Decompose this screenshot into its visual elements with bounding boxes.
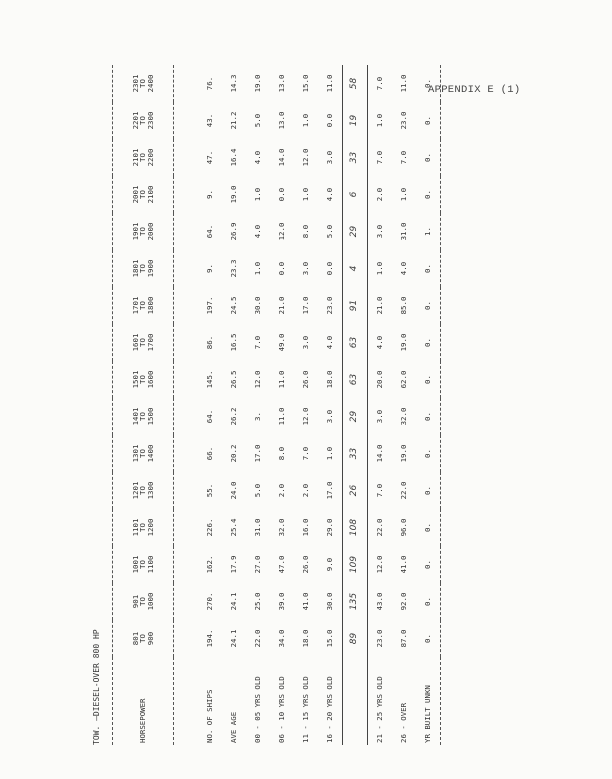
- table-cell: 24.1: [229, 592, 239, 611]
- table-cell: 30.0: [325, 592, 335, 611]
- table-cell: 135: [343, 583, 368, 620]
- column-header: [113, 213, 174, 250]
- column-header-part: 2001: [130, 185, 140, 204]
- table-cell: 270.: [205, 592, 215, 611]
- column-header-part: TO: [138, 486, 148, 495]
- table-cell: 87.0: [399, 629, 409, 648]
- column-header-part: 1501: [130, 370, 140, 389]
- table-cell: 17.0: [301, 296, 311, 315]
- table-cell: 7.0: [253, 335, 263, 350]
- table-cell: 4.0: [399, 261, 409, 276]
- table-cell: 31.0: [399, 222, 409, 241]
- column-header: [113, 620, 174, 657]
- table-cell: 47.: [205, 150, 215, 165]
- table-cell: 0.: [423, 79, 433, 88]
- table-cell: 26.0: [301, 555, 311, 574]
- column-header-part: TO: [138, 79, 148, 88]
- table-cell: 24.5: [229, 296, 239, 315]
- column-header: [113, 435, 174, 472]
- column-header-part: 2200: [145, 148, 155, 167]
- column-header-part: 1300: [145, 481, 155, 500]
- table-cell: 29: [343, 398, 368, 435]
- column-header: [113, 176, 174, 213]
- table-cell: 19.0: [229, 185, 239, 204]
- table-cell: 145.: [205, 370, 215, 389]
- table-cell: 23.0: [325, 296, 335, 315]
- column-header-part: 901: [130, 594, 140, 609]
- table-cell: 3.0: [301, 335, 311, 350]
- table-cell: 24.1: [229, 629, 239, 648]
- table-cell: 2.0: [277, 483, 287, 498]
- table-cell: 27.0: [253, 555, 263, 574]
- table-cell: 0.: [423, 486, 433, 495]
- table-cell: 109: [343, 546, 368, 583]
- column-header-part: 2400: [145, 74, 155, 93]
- table-cell: 55.: [205, 483, 215, 498]
- row-label: AVE AGE: [229, 711, 239, 743]
- table-cell: 11.0: [277, 407, 287, 426]
- table-cell: 14.0: [375, 444, 385, 463]
- table-cell: 21.0: [375, 296, 385, 315]
- table-cell: 4.0: [375, 335, 385, 350]
- table-cell: 29: [343, 213, 368, 250]
- table-title: TOW. –DIESEL-OVER 800 HP: [92, 629, 101, 745]
- table-cell: 194.: [205, 629, 215, 648]
- table-cell: 0.: [423, 338, 433, 347]
- table-cell: 0.: [423, 190, 433, 199]
- column-header-part: TO: [138, 560, 148, 569]
- table-cell: 31.0: [253, 518, 263, 537]
- table-cell: 3.0: [375, 224, 385, 239]
- table-cell: 1.: [423, 227, 433, 236]
- column-header-part: 2300: [145, 111, 155, 130]
- handwritten-total-row: [343, 65, 368, 745]
- column-header-part: 1800: [145, 296, 155, 315]
- column-header-part: TO: [138, 634, 148, 643]
- table-cell: 3.0: [375, 409, 385, 424]
- table-cell: 19.0: [399, 333, 409, 352]
- table-cell: 0.: [423, 449, 433, 458]
- table-cell: 41.0: [399, 555, 409, 574]
- table-cell: 0.: [423, 560, 433, 569]
- table-cell: 18.0: [325, 370, 335, 389]
- table-cell: 30.0: [253, 296, 263, 315]
- column-header-part: 1001: [130, 555, 140, 574]
- table-cell: 17.0: [253, 444, 263, 463]
- table-cell: 3.0: [325, 409, 335, 424]
- table-cell: 34.0: [277, 629, 287, 648]
- table-cell: 12.0: [301, 148, 311, 167]
- column-header-part: TO: [138, 338, 148, 347]
- table-cell: 85.0: [399, 296, 409, 315]
- row-label: 00 - 05 YRS OLD: [253, 676, 263, 743]
- header-row: [113, 65, 174, 745]
- table-cell: 9.: [205, 264, 215, 273]
- table-cell: 2.0: [375, 187, 385, 202]
- row-label: 16 - 20 YRS OLD: [325, 676, 335, 743]
- column-header-part: 1500: [145, 407, 155, 426]
- column-header-part: TO: [138, 523, 148, 532]
- table-cell: 21.0: [277, 296, 287, 315]
- table-cell: 86.: [205, 335, 215, 350]
- column-header-part: TO: [138, 153, 148, 162]
- column-header-part: 1100: [145, 555, 155, 574]
- column-header: [113, 361, 174, 398]
- column-header-part: 2101: [130, 148, 140, 167]
- end-rule-cell: [441, 65, 448, 745]
- table-cell: 47.0: [277, 555, 287, 574]
- table-cell: 16.0: [301, 518, 311, 537]
- table-cell: 12.0: [375, 555, 385, 574]
- table-cell: 89: [343, 620, 368, 657]
- column-header-part: TO: [138, 412, 148, 421]
- table-cell: 7.0: [301, 446, 311, 461]
- column-header-part: 2301: [130, 74, 140, 93]
- row-label: 21 - 25 YRS OLD: [375, 676, 385, 743]
- table-cell: 23.0: [399, 111, 409, 130]
- column-header: [113, 546, 174, 583]
- table-cell: 14.3: [229, 74, 239, 93]
- column-header: [113, 102, 174, 139]
- table-cell: 43.0: [375, 592, 385, 611]
- table-cell: 0.: [423, 264, 433, 273]
- table-cell: 14.0: [277, 148, 287, 167]
- row-label: NO. OF SHIPS: [205, 689, 215, 743]
- table-cell: 25.0: [253, 592, 263, 611]
- spacer-cell: [174, 65, 199, 745]
- column-header: [113, 65, 174, 102]
- column-header-part: TO: [138, 190, 148, 199]
- column-header: [113, 472, 174, 509]
- column-header-part: 2201: [130, 111, 140, 130]
- table-cell: 3.: [253, 412, 263, 421]
- table-cell: 43.: [205, 113, 215, 128]
- table-cell: 4.0: [325, 187, 335, 202]
- table-cell: 16.4: [229, 148, 239, 167]
- table-cell: 1.0: [301, 187, 311, 202]
- table-cell: 32.0: [277, 518, 287, 537]
- table-cell: 6: [343, 176, 368, 213]
- column-header-part: 1601: [130, 333, 140, 352]
- table-cell: 96.0: [399, 518, 409, 537]
- column-header-part: TO: [138, 597, 148, 606]
- table-cell: 1.0: [375, 113, 385, 128]
- table-cell: 197.: [205, 296, 215, 315]
- column-header-part: TO: [138, 375, 148, 384]
- table-cell: 0.0: [325, 113, 335, 128]
- row-label: YR BUILT UNKN: [423, 685, 433, 743]
- table-cell: 5.0: [253, 113, 263, 128]
- table-cell: 15.0: [325, 629, 335, 648]
- column-header-part: 2000: [145, 222, 155, 241]
- table-cell: 33: [343, 139, 368, 176]
- table-cell: 3.0: [325, 150, 335, 165]
- table-cell: 0.: [423, 375, 433, 384]
- table-cell: 13.0: [277, 74, 287, 93]
- table-row: [294, 65, 318, 745]
- column-header: [113, 324, 174, 361]
- rotated-table-block: [92, 65, 552, 745]
- table-cell: 19.0: [253, 74, 263, 93]
- table-cell: 11.0: [277, 370, 287, 389]
- column-header-part: 1600: [145, 370, 155, 389]
- table-cell: 64.: [205, 409, 215, 424]
- table-cell: 21.2: [229, 111, 239, 130]
- column-header-part: 1200: [145, 518, 155, 537]
- table-cell: 26.2: [229, 407, 239, 426]
- horsepower-table: [112, 65, 447, 745]
- column-header-part: 1701: [130, 296, 140, 315]
- column-header: [113, 583, 174, 620]
- table-cell: 1.0: [325, 446, 335, 461]
- table-cell: 8.0: [301, 224, 311, 239]
- spacer-row: [174, 65, 199, 745]
- row-label: 11 - 15 YRS OLD: [301, 676, 311, 743]
- table-cell: 11.0: [325, 74, 335, 93]
- table-row: [318, 65, 343, 745]
- table-row: [368, 65, 393, 745]
- table-cell: 0.0: [277, 187, 287, 202]
- table-cell: 1.0: [399, 187, 409, 202]
- table-cell: 12.0: [301, 407, 311, 426]
- column-header-part: 1400: [145, 444, 155, 463]
- row-label: [343, 657, 368, 745]
- table-cell: 0.: [423, 412, 433, 421]
- table-cell: 17.0: [325, 481, 335, 500]
- column-header: [113, 250, 174, 287]
- table-cell: 0.: [423, 523, 433, 532]
- table-cell: 23.0: [375, 629, 385, 648]
- column-header-part: 2100: [145, 185, 155, 204]
- table-cell: 12.0: [277, 222, 287, 241]
- table-cell: 76.: [205, 76, 215, 91]
- table-cell: 1.0: [375, 261, 385, 276]
- table-cell: 0.: [423, 597, 433, 606]
- table-cell: 9.0: [325, 557, 335, 572]
- table-cell: 12.0: [253, 370, 263, 389]
- table-cell: 32.0: [399, 407, 409, 426]
- table-cell: 0.: [423, 153, 433, 162]
- table-cell: 22.0: [399, 481, 409, 500]
- table-cell: 33: [343, 435, 368, 472]
- table-end-rule: [441, 65, 448, 745]
- table-cell: 19.0: [399, 444, 409, 463]
- column-header-part: 1901: [130, 222, 140, 241]
- table-row: [222, 65, 246, 745]
- table-cell: 1.0: [253, 261, 263, 276]
- column-header-part: TO: [138, 301, 148, 310]
- table-cell: 92.0: [399, 592, 409, 611]
- table-cell: 1.0: [253, 187, 263, 202]
- column-header-part: 1101: [130, 518, 140, 537]
- table-row: [270, 65, 294, 745]
- table-cell: 62.0: [399, 370, 409, 389]
- table-cell: 5.0: [325, 224, 335, 239]
- row-label: 06 - 10 YRS OLD: [277, 676, 287, 743]
- column-header-part: 801: [130, 631, 140, 646]
- table-cell: 26.0: [301, 370, 311, 389]
- table-row: [198, 65, 222, 745]
- table-cell: 8.0: [277, 446, 287, 461]
- table-cell: 23.3: [229, 259, 239, 278]
- table-cell: 11.0: [399, 74, 409, 93]
- table-cell: 39.0: [277, 592, 287, 611]
- table-cell: 63: [343, 324, 368, 361]
- table-cell: 0.: [423, 634, 433, 643]
- table-cell: 15.0: [301, 74, 311, 93]
- table-cell: 0.: [423, 116, 433, 125]
- table-cell: 19: [343, 102, 368, 139]
- column-header-part: 1700: [145, 333, 155, 352]
- table-cell: 4.0: [253, 224, 263, 239]
- table-cell: 91: [343, 287, 368, 324]
- table-cell: 1.0: [301, 113, 311, 128]
- table-cell: 13.0: [277, 111, 287, 130]
- table-cell: 226.: [205, 518, 215, 537]
- table-cell: 41.0: [301, 592, 311, 611]
- table-cell: 0.0: [277, 261, 287, 276]
- column-header-part: 1301: [130, 444, 140, 463]
- table-cell: 58: [343, 65, 368, 102]
- column-header-part: TO: [138, 116, 148, 125]
- table-cell: 3.0: [301, 261, 311, 276]
- table-cell: 4: [343, 250, 368, 287]
- table-cell: 24.0: [229, 481, 239, 500]
- column-header-part: 1000: [145, 592, 155, 611]
- table-cell: 0.: [423, 301, 433, 310]
- table-cell: 108: [343, 509, 368, 546]
- table-cell: 9.: [205, 190, 215, 199]
- table-cell: 20.0: [375, 370, 385, 389]
- table-cell: 26: [343, 472, 368, 509]
- column-header-part: 1900: [145, 259, 155, 278]
- table-row: [392, 65, 416, 745]
- column-header: [113, 509, 174, 546]
- column-header-part: TO: [138, 264, 148, 273]
- table-cell: 66.: [205, 446, 215, 461]
- column-header-part: TO: [138, 449, 148, 458]
- column-header-part: 1201: [130, 481, 140, 500]
- table-cell: 25.4: [229, 518, 239, 537]
- table-cell: 7.0: [399, 150, 409, 165]
- column-header-part: 900: [145, 631, 155, 646]
- table-cell: 22.0: [375, 518, 385, 537]
- column-header: [113, 139, 174, 176]
- column-header-part: 1801: [130, 259, 140, 278]
- table-cell: 7.0: [375, 76, 385, 91]
- table-cell: 49.0: [277, 333, 287, 352]
- table-cell: 2.0: [301, 483, 311, 498]
- column-header: [113, 287, 174, 324]
- column-header-part: 1401: [130, 407, 140, 426]
- table-cell: 7.0: [375, 483, 385, 498]
- table-row: [416, 65, 441, 745]
- table-cell: 18.0: [301, 629, 311, 648]
- column-header: [113, 398, 174, 435]
- table-cell: 4.0: [253, 150, 263, 165]
- table-cell: 5.0: [253, 483, 263, 498]
- table-cell: 29.0: [325, 518, 335, 537]
- row-label: 26 - OVER: [399, 702, 409, 743]
- table-cell: 22.0: [253, 629, 263, 648]
- table-cell: 162.: [205, 555, 215, 574]
- table-cell: 26.5: [229, 370, 239, 389]
- table-cell: 26.9: [229, 222, 239, 241]
- table-cell: 64.: [205, 224, 215, 239]
- appendix-label: APPENDIX E (1): [428, 84, 521, 96]
- table-body: [174, 65, 448, 745]
- table-cell: 0.0: [325, 261, 335, 276]
- table-cell: 17.9: [229, 555, 239, 574]
- table-cell: 63: [343, 361, 368, 398]
- corner-header: HORSEPOWER: [113, 657, 174, 745]
- table-cell: 20.2: [229, 444, 239, 463]
- table-cell: 7.0: [375, 150, 385, 165]
- column-header-part: TO: [138, 227, 148, 236]
- table-cell: 16.5: [229, 333, 239, 352]
- table-row: [246, 65, 270, 745]
- table-cell: 4.0: [325, 335, 335, 350]
